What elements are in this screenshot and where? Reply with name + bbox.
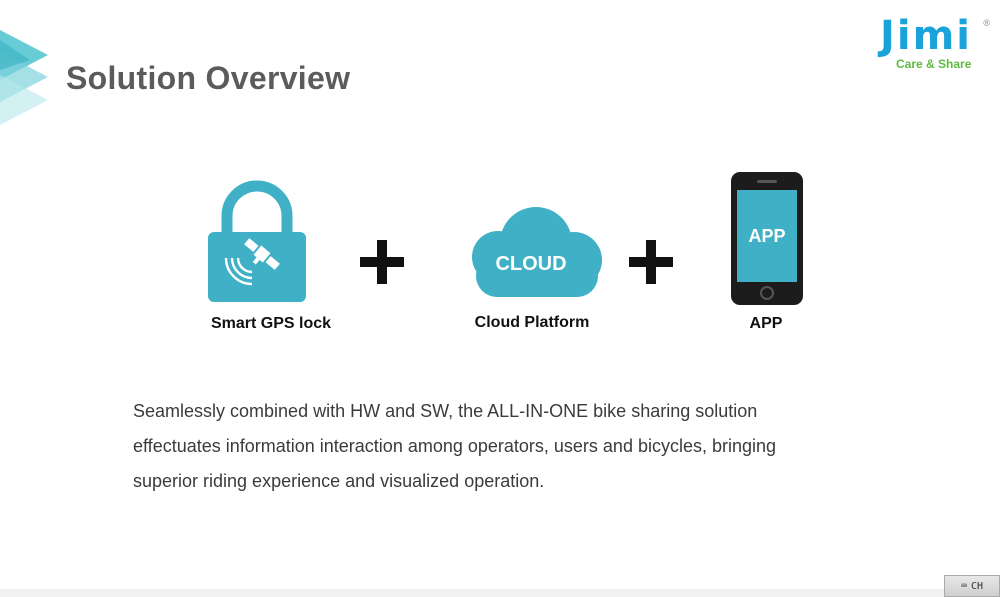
- logo-tagline: Care & Share: [896, 57, 972, 71]
- component-app: [731, 172, 803, 305]
- phone-screen-text: APP: [748, 226, 786, 246]
- component-label-gps-lock: Smart GPS lock: [210, 315, 332, 332]
- ime-language-label: CH: [970, 580, 984, 592]
- component-label-cloud-platform: Cloud Platform: [474, 314, 590, 331]
- slide-title: Solution Overview: [66, 60, 351, 96]
- plus-icon: [629, 240, 673, 284]
- description-line: superior riding experience and visualized operation.: [133, 471, 545, 491]
- component-label-app: APP: [749, 315, 783, 332]
- logo-wordmark: Jimi: [880, 13, 972, 59]
- description-line: effectuates information interaction among operators, users and bicycles, bringing: [133, 436, 777, 456]
- cloud-icon-text: CLOUD: [495, 253, 567, 275]
- solution-description: [133, 394, 893, 499]
- company-logo: [876, 14, 990, 74]
- bottom-taskbar-strip: [0, 589, 1000, 597]
- component-smart-gps-lock: [208, 178, 306, 302]
- description-line: Seamlessly combined with HW and SW, the ALL-IN-ONE bike sharing solution: [133, 401, 758, 421]
- satellite-lock-icon: [208, 178, 306, 302]
- corner-decoration: [0, 30, 48, 125]
- component-cloud-platform: [456, 205, 606, 300]
- plus-icon: [360, 240, 404, 284]
- logo-registered-mark: ®: [983, 18, 990, 28]
- ime-language-indicator[interactable]: [944, 575, 1000, 597]
- keyboard-icon: ⌨: [960, 580, 967, 592]
